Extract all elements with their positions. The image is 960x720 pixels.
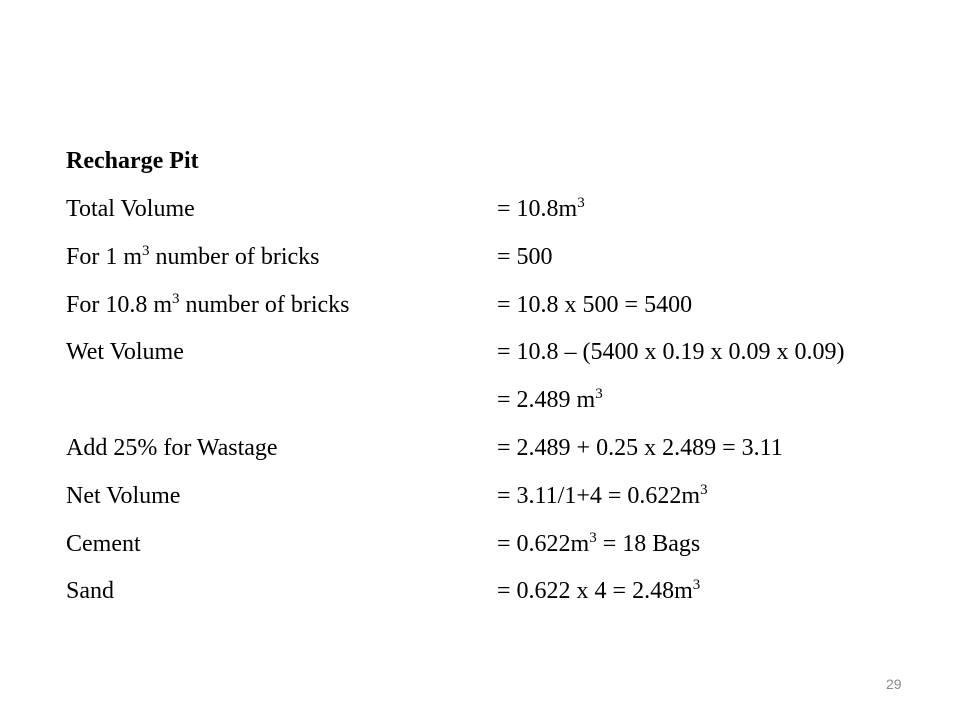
value-text: = 10.8 – (5400 x 0.19 x 0.09 x 0.09) [497, 339, 845, 366]
calc-row [66, 290, 926, 338]
calculation-list [66, 194, 926, 624]
label-text: Sand [66, 578, 114, 605]
superscript: 3 [595, 386, 603, 403]
calc-label [66, 290, 349, 320]
calc-value [497, 242, 553, 272]
calc-label [66, 433, 278, 463]
superscript: 3 [577, 195, 585, 211]
calc-row [66, 529, 926, 577]
label-text: number of bricks [149, 243, 320, 270]
value-text: = 18 Bags [596, 530, 701, 557]
label-text: Cement [66, 530, 141, 557]
calc-row [66, 433, 926, 481]
calc-value [497, 481, 708, 511]
label-text: number of bricks [179, 291, 350, 318]
calc-label [66, 576, 114, 606]
value-text: = 3.11/1+4 = 0.622m [497, 482, 701, 509]
label-text: Add 25% for Wastage [66, 434, 278, 461]
calc-label [66, 337, 184, 367]
calc-row [66, 481, 926, 529]
calc-value [497, 576, 700, 606]
calc-value [497, 194, 585, 224]
page-number: 29 [886, 676, 902, 692]
calc-value [497, 290, 692, 320]
value-text: = 0.622m [497, 530, 590, 557]
value-text: = 500 [497, 243, 553, 270]
label-text: For 1 m [66, 243, 143, 270]
value-text: = 0.622 x 4 = 2.48m [497, 578, 693, 605]
calc-value [497, 433, 783, 463]
calc-row [66, 194, 926, 242]
value-text: = 10.8 x 500 = 5400 [497, 291, 693, 318]
label-text: For 10.8 m [66, 291, 173, 318]
calc-row [66, 242, 926, 290]
calc-row [66, 337, 926, 385]
calc-label [66, 481, 180, 511]
label-text: Net Volume [66, 482, 181, 509]
superscript: 3 [589, 529, 597, 546]
calc-label [66, 242, 319, 272]
value-text: = 10.8m [497, 196, 578, 222]
calc-value [497, 385, 603, 415]
calc-row [66, 385, 926, 433]
calc-row [66, 576, 926, 624]
superscript: 3 [700, 481, 708, 498]
value-text: = 2.489 m [497, 387, 596, 414]
superscript: 3 [172, 290, 180, 307]
value-text: = 2.489 + 0.25 x 2.489 = 3.11 [497, 434, 783, 461]
superscript: 3 [692, 577, 701, 594]
calc-label [66, 529, 141, 559]
superscript: 3 [142, 242, 150, 259]
calc-value [497, 337, 845, 367]
calc-value [497, 529, 700, 559]
slide-title: Recharge Pit [66, 148, 199, 174]
label-text: Total Volume [66, 196, 195, 222]
label-text: Wet Volume [66, 339, 184, 366]
calc-label [66, 194, 195, 224]
